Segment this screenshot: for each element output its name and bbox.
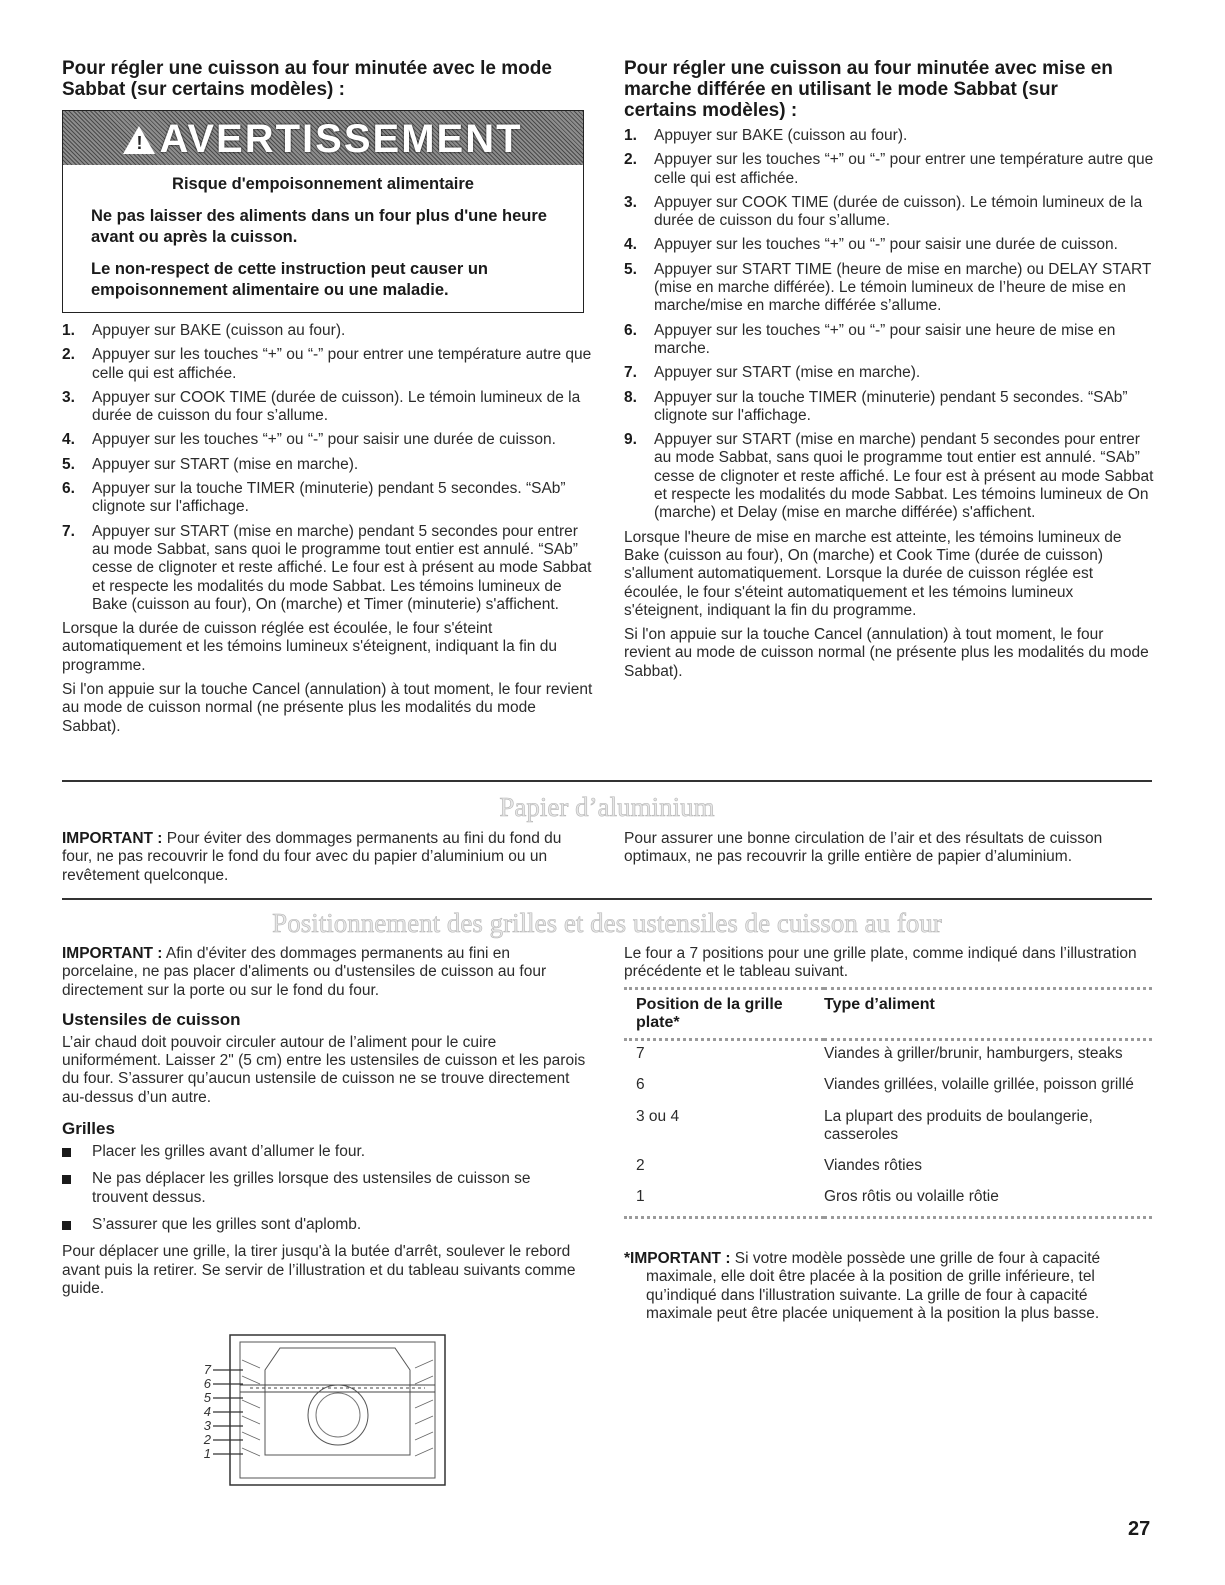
list-item: 2. Appuyer sur les touches “+” ou “-” pour entrer une température autre que celle qui est affichée. xyxy=(62,346,592,382)
list-item: 4. Appuyer sur les touches “+” ou “-” pour saisir une durée de cuisson. xyxy=(624,236,1118,254)
right-paragraph-2: Si l'on appuie sur la touche Cancel (annulation) à tout moment, le four revient au mode de cuisson normal (ne présente plus les modalités du mode Sabbat). xyxy=(624,626,1149,680)
table-header-row xyxy=(624,989,1152,1040)
rack-position-label: 1 xyxy=(203,1446,211,1461)
list-item: 6. Appuyer sur les touches “+” ou “-” pour saisir une heure de mise en marche. xyxy=(624,321,1116,357)
foil-left-text: IMPORTANT : Pour éviter des dommages permanents au fini du fond du four, ne pas recouvrir le fond du four avec du papier d’aluminium ou un revêtement quelconque. xyxy=(62,830,562,884)
left-steps-block xyxy=(62,322,594,742)
left-paragraph-2: Si l'on appuie sur la touche Cancel (annulation) à tout moment, le four revient au mode de cuisson normal (ne présente plus les modalités du mode Sabbat). xyxy=(62,681,593,735)
right-sabbat-section xyxy=(624,58,1154,687)
list-item: 6. Appuyer sur la touche TIMER (minuterie) pendant 5 secondes. “SAb” clignote sur l'affichage. xyxy=(62,480,566,516)
table-row: 6 Viandes grillées, volaille grillée, poisson grillé xyxy=(636,1076,1134,1094)
list-item: Ne pas déplacer les grilles lorsque des ustensiles de cuisson se trouvent dessus. xyxy=(62,1170,590,1207)
right-paragraph-1: Lorsque l'heure de mise en marche est atteinte, les témoins lumineux de Bake (cuisson au four), On (marche) et Cook Time (durée de cuisson) s'allument automatiquement. Lorsque la durée de cuisson réglée est écoulée, le four s'éteint automatiquement et les témoins lumineux s'éteignent, indiquant la fin du programme. xyxy=(624,528,1122,619)
list-item: Placer les grilles avant d’allumer le four. xyxy=(62,1143,590,1161)
left-sabbat-section xyxy=(62,58,594,100)
list-item: 2. Appuyer sur les touches “+” ou “-” pour entrer une température autre que celle qui est affichée. xyxy=(624,151,1154,187)
warning-subhead: Risque d'empoisonnement alimentaire xyxy=(172,175,474,193)
table-row: 1 Gros rôtis ou volaille rôtie xyxy=(624,1184,1152,1217)
left-paragraph-1: Lorsque la durée de cuisson réglée est écoulée, le four s'éteint automatiquement et les témoins lumineux s'éteignent, indiquant la fin du programme. xyxy=(62,620,557,674)
move-rack-text: Pour déplacer une grille, la tirer jusqu'à la butée d'arrêt, soulever le rebord avant puis la retirer. Se servir de l’illustration et du tableau suivants comme guide. xyxy=(62,1243,576,1297)
important-label: IMPORTANT : xyxy=(62,945,163,962)
rack-position-label: 2 xyxy=(203,1432,211,1447)
racks-heading: Grilles xyxy=(62,1119,115,1139)
table-row: 7 Viandes à griller/brunir, hamburgers, steaks xyxy=(636,1045,1123,1062)
bullet-square-icon xyxy=(62,1148,71,1157)
page-number: 27 xyxy=(1128,1518,1151,1540)
warning-line-1: Ne pas laisser des aliments dans un four plus d'une heure avant ou après la cuisson. xyxy=(91,207,547,246)
rack-position-label: 7 xyxy=(203,1362,211,1377)
list-item: S’assurer que les grilles sont d'aplomb. xyxy=(62,1216,590,1234)
list-item: 7. Appuyer sur START (mise en marche). xyxy=(624,364,921,382)
right-section-heading: Pour régler une cuisson au four minutée avec mise en marche différée en utilisant le mode Sabbat (sur certains modèles) : xyxy=(624,58,1113,121)
oven-rack-illustration xyxy=(195,1330,455,1490)
rack-position-label: 5 xyxy=(203,1390,211,1405)
list-item: 3. Appuyer sur COOK TIME (durée de cuisson). Le témoin lumineux de la durée de cuisson du four s’allume. xyxy=(624,193,1143,230)
foil-right-text: Pour assurer une bonne circulation de l’air et des résultats de cuisson optimaux, ne pas recouvrir la grille entière de papier d’aluminium. xyxy=(624,830,1103,866)
table-header: Type d’aliment xyxy=(824,996,935,1013)
left-section-heading: Pour régler une cuisson au four minutée avec le mode Sabbat (sur certains modèles) : xyxy=(62,58,552,100)
warning-title: AVERTISSEMENT xyxy=(159,117,523,161)
list-item: 1. Appuyer sur BAKE (cuisson au four). xyxy=(62,322,346,339)
important-label: *IMPORTANT : xyxy=(624,1250,731,1267)
foil-section-title: Papier d’aluminium xyxy=(499,792,715,822)
racks-bullet-list xyxy=(62,1143,590,1234)
warning-line-2: Le non-respect de cette instruction peut causer un empoisonnement alimentaire ou une maladie. xyxy=(91,260,488,299)
list-item: 5. Appuyer sur START (mise en marche). xyxy=(62,455,359,473)
rack-position-table xyxy=(624,987,1152,1219)
divider xyxy=(62,898,1152,900)
left-steps-list xyxy=(62,322,594,614)
warning-box xyxy=(62,110,584,313)
divider xyxy=(62,780,1152,782)
racks-section-title: Positionnement des grilles et des ustensiles de cuisson au four xyxy=(272,908,942,938)
table-row: 2 Viandes rôties xyxy=(636,1157,922,1175)
rack-position-label: 3 xyxy=(203,1418,211,1433)
list-item: 1. Appuyer sur BAKE (cuisson au four). xyxy=(624,127,908,144)
bullet-square-icon xyxy=(62,1221,71,1230)
list-item: 8. Appuyer sur la touche TIMER (minuterie) pendant 5 secondes. “SAb” clignote sur l'affichage. xyxy=(624,388,1128,424)
list-item: 5. Appuyer sur START TIME (heure de mise en marche) ou DELAY START (mise en marche différée). Le témoin lumineux de l’heure de mise en marche/mise en marche différée s’allume. xyxy=(624,260,1152,315)
right-steps-list xyxy=(624,127,1154,523)
table-footnote: *IMPORTANT : Si votre modèle possède une grille de four à capacité maximale, elle doit être placée à la position de grille inférieure, tel qu’indiqué dans l'illustration suivante. La grille de four à capacité maximale peut être placée uniquement à la position la plus basse. xyxy=(624,1250,1101,1322)
rack-position-label: 6 xyxy=(203,1376,211,1391)
racks-left-column: IMPORTANT : Afin d'éviter des dommages permanents au fini en porcelaine, ne pas placer d'aliments ou d'ustensiles de cuisson au four directement sur la porte ou sur le fond du four. Ustensiles de cuisson L’air chaud doit pouvoir circuler autour de l’aliment pour le cuire uniformément. Laisser 2" (5 cm) entre les ustensiles de cuisson et les parois du four. S’assurer qu’aucun ustensile de cuisson ne se trouve directement au-dessus d’un autre. Grilles Placer les grilles avant d’allumer le four. Ne pas déplacer les grilles lorsque des ustensiles de cuisson se trouvent dessus. S’assurer que les grilles sont d'aplomb. Pour déplacer une grille, la tirer jusqu'à la butée d'arrêt, soulever le rebord avant puis la retirer. Se servir de l’illustration et du tableau suivants comme guide. xyxy=(62,945,590,1304)
racks-right-intro: Le four a 7 positions pour une grille plate, comme indiqué dans l’illustration précédente et le tableau suivant. xyxy=(624,945,1137,981)
table-header: Position de la grille plate* xyxy=(636,996,783,1031)
list-item: 7. Appuyer sur START (mise en marche) pendant 5 secondes pour entrer au mode Sabbat, sans quoi le programme tout entier est annulé. “SAb” cesse de clignoter et reste affiché. Le four est à présent au mode Sabbat et respecte les modalités du mode Sabbat. Les témoins lumineux de Bake (cuisson au four), On (marche) et Timer (minuterie) s'affichent. xyxy=(62,522,592,613)
important-label: IMPORTANT : xyxy=(62,830,163,847)
rack-position-label: 4 xyxy=(203,1404,211,1419)
oven-drawing xyxy=(195,1330,455,1490)
list-item: 9. Appuyer sur START (mise en marche) pendant 5 secondes pour entrer au mode Sabbat, sans quoi le programme tout entier est annulé. “SAb” cesse de clignoter et reste affiché. Le four est à présent au mode Sabbat et respecte les modalités du mode Sabbat. Les témoins lumineux de On (marche) et Delay (mise en marche différée) s'affichent. xyxy=(624,431,1154,522)
cookware-text: L’air chaud doit pouvoir circuler autour de l’aliment pour le cuire uniformément. Laisser 2" (5 cm) entre les ustensiles de cuisson et les parois du four. S’assurer qu’aucun ustensile de cuisson ne se trouve directement au-dessus d’un autre. xyxy=(62,1033,586,1106)
bullet-square-icon xyxy=(62,1175,71,1184)
list-item: 3. Appuyer sur COOK TIME (durée de cuisson). Le témoin lumineux de la durée de cuisson du four s’allume. xyxy=(62,388,581,425)
cookware-heading: Ustensiles de cuisson xyxy=(62,1009,241,1029)
table-row: 3 ou 4 La plupart des produits de boulangerie, casseroles xyxy=(636,1107,1093,1143)
warning-triangle-icon: ! xyxy=(123,126,155,154)
list-item: 4. Appuyer sur les touches “+” ou “-” pour saisir une durée de cuisson. xyxy=(62,431,556,449)
